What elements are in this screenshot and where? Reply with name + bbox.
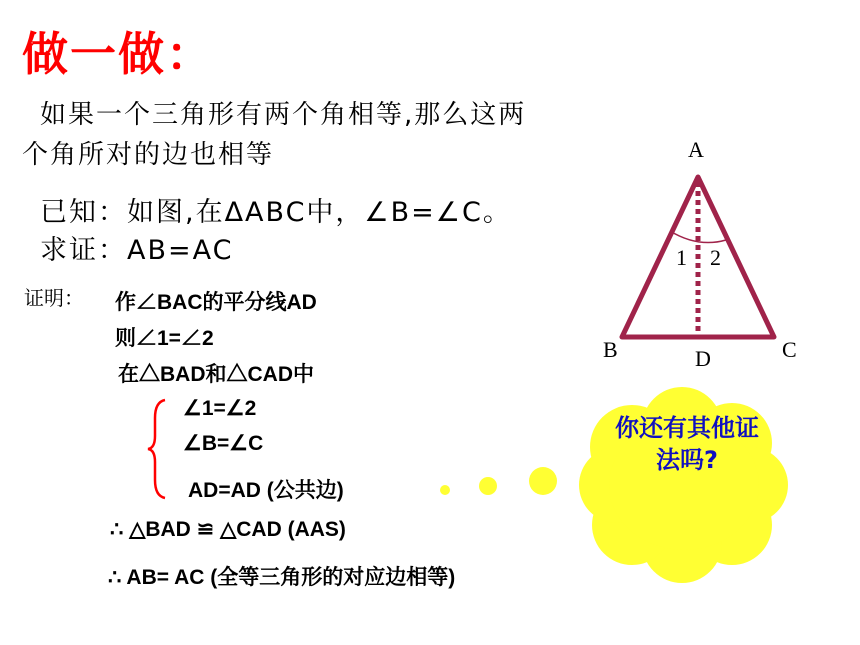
prove-statement: 求证：AB=AC xyxy=(40,235,234,266)
thought-bubble xyxy=(432,375,812,605)
conclusion-equal-sides: ∴ AB= AC (全等三角形的对应边相等) xyxy=(108,566,456,589)
bubble-dot-large xyxy=(529,467,557,495)
point-label-d: D xyxy=(695,346,711,371)
vertex-label-c: C xyxy=(782,337,797,362)
proof-step-1: 作∠BAC的平分线AD xyxy=(115,291,317,314)
condition-brace xyxy=(145,396,175,502)
bubble-dot-medium xyxy=(479,477,497,495)
condition-2: ∠B=∠C xyxy=(183,432,264,455)
bubble-text: 你还有其他证法吗? xyxy=(615,414,759,474)
bubble-dot-small xyxy=(440,485,450,495)
vertex-label-a: A xyxy=(688,137,704,162)
condition-3: AD=AD (公共边) xyxy=(188,479,344,502)
angle-label-1: 1 xyxy=(676,245,687,270)
given-statement: 已知：如图,在ΔABC中，∠B=∠C。 xyxy=(40,197,512,228)
proof-label: 证明： xyxy=(24,286,84,310)
condition-1: ∠1=∠2 xyxy=(183,397,257,420)
proof-step-3: 在△BAD和△CAD中 xyxy=(118,363,314,386)
page-title: 做一做： xyxy=(22,27,214,81)
theorem-line-2: 个角所对的边也相等 xyxy=(22,140,275,170)
theorem-line-1: 如果一个三角形有两个角相等,那么这两 xyxy=(40,100,527,130)
triangle-figure xyxy=(590,130,820,380)
proof-step-2: 则∠1=∠2 xyxy=(115,327,214,350)
conclusion-congruent: ∴ △BAD ≌ △CAD (AAS) xyxy=(110,518,346,541)
angle-label-2: 2 xyxy=(710,245,721,270)
vertex-label-b: B xyxy=(603,337,618,362)
